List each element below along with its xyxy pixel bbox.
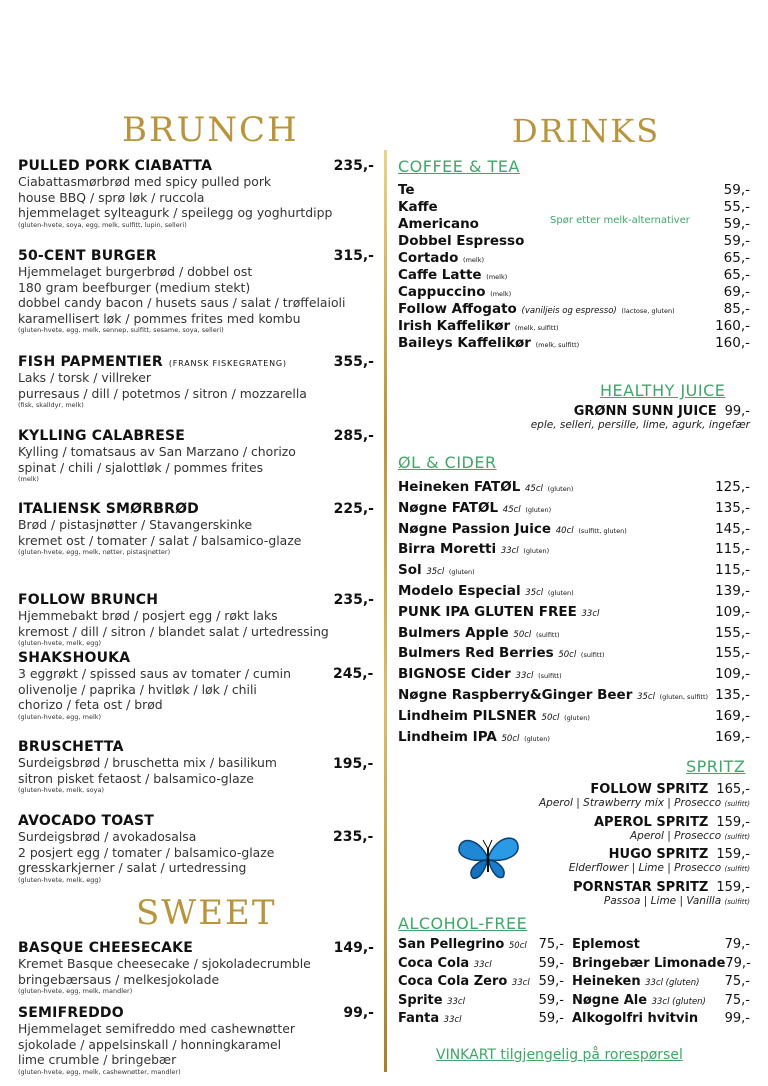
- drink-size: 33cl (gluten): [645, 978, 700, 988]
- drink-name-group: [398, 687, 708, 703]
- item-name: APEROL SPRITZ: [593, 815, 709, 830]
- item-price: 159,-: [716, 880, 750, 895]
- drink-name-group: [572, 937, 640, 952]
- drink-name-group: [398, 521, 627, 537]
- drink-price: 59,-: [723, 216, 750, 232]
- item-desc: Brød / pistasjnøtter / Stavangerskinke: [18, 517, 253, 532]
- item-name: SEMIFREDDO: [18, 1005, 124, 1021]
- drink-row: [398, 562, 750, 578]
- drink-name: Nøgne Ale: [572, 992, 648, 1008]
- item-price: 245,-: [333, 666, 374, 682]
- drink-row: [398, 604, 750, 620]
- drink-row: [398, 645, 750, 661]
- drink-allergens: (sulfitt, gluten): [578, 526, 627, 535]
- item-desc: Kremet Basque cheesecake / sjokoladecrumble: [18, 956, 311, 971]
- drink-allergens: (gluten): [547, 589, 574, 597]
- drink-allergens: (melk, sulfitt): [535, 341, 580, 349]
- drink-name-group: [398, 318, 559, 334]
- drink-name-group: [398, 500, 551, 516]
- drink-size: 45cl: [502, 504, 521, 515]
- item-desc: kremost / dill / sitron / blandet salat / urtedressing: [18, 623, 329, 639]
- drink-size: 33cl: [443, 1015, 462, 1025]
- sweet-title: SWEET: [136, 893, 277, 933]
- drink-row: [398, 267, 750, 283]
- drink-name: Te: [398, 182, 415, 198]
- menu-item: [573, 880, 750, 907]
- drink-price: 59,-: [538, 974, 564, 989]
- drink-price: 155,-: [715, 645, 750, 662]
- item-price: 235,-: [333, 829, 374, 845]
- drink-price: 65,-: [723, 250, 750, 266]
- drink-size: 50cl: [508, 941, 527, 951]
- drink-name: Coca Cola Zero: [398, 974, 508, 989]
- drink-name-group: [572, 956, 725, 971]
- drink-name-group: [398, 284, 511, 300]
- drink-name: Bringebær Limonade: [572, 955, 726, 971]
- drink-name-group: [398, 708, 590, 724]
- drink-size: 40cl: [555, 525, 574, 536]
- drink-size: (vaniljeis og espresso): [521, 306, 617, 316]
- item-price: 159,-: [716, 847, 750, 862]
- drink-name: Baileys Kaffelikør: [398, 335, 531, 351]
- drink-row: [398, 182, 750, 198]
- drink-price: 75,-: [724, 992, 750, 1008]
- drink-name-group: [398, 604, 599, 620]
- drink-name-group: [572, 974, 699, 989]
- brunch-title: BRUNCH: [122, 110, 299, 150]
- drink-name: Lindheim PILSNER: [398, 707, 537, 724]
- drink-name: PUNK IPA GLUTEN FREE: [398, 603, 577, 620]
- drink-row: [398, 284, 750, 300]
- menu-item: [18, 739, 374, 794]
- drink-price: 69,-: [723, 284, 750, 300]
- drink-price: 55,-: [723, 199, 750, 215]
- drink-row: [572, 956, 750, 971]
- drink-price: 59,-: [723, 233, 750, 249]
- drink-name: Eplemost: [572, 937, 640, 952]
- section-heading-spritz: SPRITZ: [686, 757, 746, 776]
- drink-row: [398, 250, 750, 266]
- drink-allergens: (gluten): [523, 547, 550, 556]
- section-heading-beer: ØL & CIDER: [398, 453, 497, 472]
- menu-item: [18, 501, 374, 556]
- section-heading-coffee: COFFEE & TEA: [398, 157, 520, 176]
- drink-name-group: [398, 666, 562, 682]
- item-price: 99,-: [343, 1005, 374, 1021]
- drink-size: 35cl: [426, 567, 445, 578]
- drink-price: 65,-: [723, 267, 750, 283]
- gold-divider: [384, 150, 387, 1072]
- item-allergens: (sulfitt): [724, 833, 750, 841]
- drink-row: [398, 301, 750, 317]
- item-price: 165,-: [716, 782, 750, 797]
- drink-price: 139,-: [715, 583, 750, 599]
- drink-row: [398, 583, 750, 599]
- drink-size: 33cl: [447, 996, 465, 1007]
- drink-allergens: (gluten, sulfitt): [659, 693, 709, 701]
- drink-size: 50cl: [513, 629, 532, 640]
- drink-name-group: [398, 729, 550, 745]
- drink-name-group: [398, 216, 479, 232]
- drink-size: 33cl: [511, 978, 530, 988]
- drink-price: 169,-: [715, 707, 750, 724]
- item-desc: Passoa | Lime | Vanilla: [603, 895, 722, 907]
- drink-allergens: (melk): [463, 256, 485, 264]
- menu-item: [18, 940, 374, 995]
- drink-name-group: [398, 645, 604, 661]
- drink-name: Bulmers Apple: [398, 624, 509, 641]
- item-desc: Surdeigsbrød / avokadosalsa: [18, 829, 197, 844]
- drink-row: [398, 687, 750, 703]
- drink-price: 75,-: [724, 974, 750, 989]
- drink-size: 50cl: [541, 712, 560, 723]
- item-price: 159,-: [716, 815, 750, 830]
- menu-item: [18, 650, 374, 721]
- drink-size: 35cl: [637, 692, 655, 702]
- drink-name-group: [398, 956, 492, 971]
- item-name: PORNSTAR SPRITZ: [573, 880, 709, 895]
- item-desc: kremet ost / tomater / salat / balsamico-glaze: [18, 532, 302, 548]
- drink-price: 109,-: [715, 603, 750, 620]
- drink-price: 85,-: [723, 301, 750, 317]
- item-desc: bringebærsaus / melkesjokolade: [18, 971, 220, 987]
- item-desc: Elderflower | Lime | Prosecco: [568, 862, 722, 874]
- drink-allergens: (melk): [490, 290, 512, 298]
- item-allergens: (gluten-hvete, egg, melk, nøtter, pistasjnøtter): [18, 548, 171, 556]
- menu-item: [531, 404, 750, 431]
- item-desc: 2 posjert egg / tomater / balsamico-glaze: [18, 844, 275, 860]
- drink-name-group: [398, 335, 579, 351]
- drink-name-group: [398, 479, 573, 495]
- item-allergens: (sulfitt): [724, 865, 750, 873]
- item-name: FOLLOW BRUNCH: [18, 592, 159, 608]
- drink-name: Heineken FATØL: [398, 479, 521, 495]
- drink-row: [572, 937, 750, 952]
- drink-name-group: [398, 1011, 462, 1026]
- item-price: 235,-: [333, 592, 374, 608]
- drink-price: 155,-: [715, 624, 750, 641]
- drink-allergens: (gluten): [525, 505, 552, 514]
- item-price: 195,-: [333, 756, 374, 772]
- item-desc: Surdeigsbrød / bruschetta mix / basilikum: [18, 755, 277, 770]
- item-name: PULLED PORK CIABATTA: [18, 158, 213, 174]
- drink-price: 115,-: [715, 562, 750, 579]
- drink-name: Kaffe: [398, 199, 438, 215]
- drink-name: Irish Kaffelikør: [398, 318, 511, 334]
- drink-price: 59,-: [723, 182, 750, 198]
- drink-allergens: (gluten): [564, 713, 590, 722]
- drink-name: Modelo Especial: [398, 583, 521, 599]
- drink-name: Caffe Latte: [398, 267, 482, 283]
- item-desc: sjokolade / appelsinskall / honningkaramel: [18, 1036, 282, 1052]
- item-allergens: (gluten-hvete, egg, melk, cashewnøtter, mandler): [18, 1067, 181, 1076]
- drink-name-group: [398, 182, 415, 198]
- drink-row: [398, 541, 750, 557]
- drink-allergens: (sulfitt): [535, 630, 560, 639]
- drink-name-group: [572, 1011, 698, 1026]
- item-name: AVOCADO TOAST: [18, 813, 155, 829]
- milk-alternatives-note: Spør etter melk-alternativer: [550, 215, 690, 226]
- drink-name: Bulmers Red Berries: [398, 645, 554, 662]
- item-desc: Laks / torsk / villreker: [18, 370, 151, 385]
- item-name: FOLLOW SPRITZ: [590, 782, 709, 797]
- drink-row: [398, 233, 750, 249]
- drink-row: [398, 216, 750, 232]
- item-allergens: (gluten-hvete, melk, soya): [18, 786, 105, 794]
- menu-item: [18, 248, 374, 334]
- item-name: ITALIENSK SMØRBRØD: [18, 501, 199, 517]
- item-allergens: (gluten-hvete, melk, egg): [18, 875, 102, 884]
- item-desc: purresaus / dill / potetmos / sitron / mozzarella: [18, 385, 307, 401]
- drink-size: 33cl (gluten): [651, 996, 706, 1007]
- drink-allergens: (sulfitt): [538, 672, 562, 681]
- drink-row: [398, 500, 750, 516]
- drink-name: Sprite: [398, 992, 443, 1008]
- drink-price: 125,-: [715, 479, 750, 495]
- drink-price: 135,-: [715, 499, 750, 516]
- item-desc: karamellisert løk / pommes frites med kombu: [18, 310, 301, 326]
- menu-item: [594, 815, 750, 842]
- item-price: 355,-: [333, 354, 374, 370]
- item-allergens: (gluten-hvete, egg, melk, mandler): [18, 987, 133, 995]
- menu-item: [18, 1005, 374, 1076]
- drink-price: 79,-: [724, 937, 750, 952]
- menu-item: [539, 782, 750, 809]
- drink-price: 99,-: [724, 1011, 750, 1026]
- drink-row: [398, 666, 750, 682]
- menu-item: [569, 847, 750, 874]
- drink-price: 59,-: [538, 955, 564, 971]
- item-allergens: (gluten-hvete, soya, egg, melk, sulfitt, lupin, selleri): [18, 220, 187, 229]
- drink-row: [398, 937, 564, 952]
- item-desc: sitron pisket fetaost / balsamico-glaze: [18, 770, 254, 786]
- drink-name-group: [398, 301, 675, 317]
- drink-name-group: [398, 937, 527, 952]
- drink-size: 35cl: [525, 588, 544, 598]
- item-desc: house BBQ / sprø løk / ruccola: [18, 189, 205, 205]
- drink-size: 45cl: [525, 484, 543, 494]
- drink-name-group: [398, 541, 549, 557]
- item-price: 99,-: [724, 404, 750, 419]
- drink-name-group: [398, 199, 438, 215]
- drink-allergens: (melk): [486, 273, 508, 281]
- drink-name: Cortado: [398, 250, 459, 266]
- menu-item: [18, 158, 374, 229]
- drink-row: [398, 1011, 564, 1026]
- drink-allergens: (gluten): [448, 568, 475, 577]
- drink-row: [398, 479, 750, 495]
- item-name: FISH PAPMENTIER (FRANSK FISKEGRATENG): [18, 354, 287, 370]
- drink-name: Lindheim IPA: [398, 728, 497, 745]
- item-allergens: (gluten-hvete, egg, melk, sennep, sulfitt, sesame, soya, selleri): [18, 326, 224, 334]
- item-desc: lime crumble / bringebær: [18, 1052, 177, 1067]
- drink-name: San Pellegrino: [398, 937, 505, 952]
- drink-price: 169,-: [715, 728, 750, 745]
- butterfly-icon: [455, 832, 521, 882]
- drink-name: Dobbel Espresso: [398, 233, 525, 249]
- item-desc: dobbel candy bacon / husets saus / salat / trøffelaioli: [18, 295, 346, 310]
- drink-price: 79,-: [725, 955, 751, 971]
- item-allergens: (fisk, skalldyr, melk): [18, 401, 84, 409]
- item-desc: hjemmelaget sylteagurk / speilegg og yoghurtdipp: [18, 205, 333, 220]
- item-name: HUGO SPRITZ: [608, 847, 709, 862]
- drink-name-group: [398, 267, 507, 283]
- menu-item: [18, 354, 374, 409]
- drink-size: 33cl: [581, 608, 600, 619]
- item-desc: Aperol | Strawberry mix | Prosecco: [538, 797, 722, 809]
- drink-row: [398, 708, 750, 724]
- drink-price: 115,-: [715, 541, 750, 558]
- drink-size: 50cl: [558, 650, 577, 661]
- item-name: KYLLING CALABRESE: [18, 428, 186, 444]
- item-desc: 3 eggrøkt / spissed saus av tomater / cumin: [18, 666, 291, 681]
- section-heading-alcohol-free: ALCOHOL-FREE: [398, 914, 528, 933]
- drink-name: Americano: [398, 216, 479, 232]
- item-note: (FRANSK FISKEGRATENG): [168, 359, 287, 368]
- item-price: 149,-: [333, 940, 374, 956]
- item-allergens: (sulfitt): [724, 898, 750, 906]
- drink-row: [572, 974, 750, 989]
- item-allergens: (sulfitt): [724, 800, 750, 808]
- item-desc: 180 gram beefburger (medium stekt): [18, 279, 251, 295]
- drink-row: [398, 993, 564, 1008]
- drink-name: Sol: [398, 562, 422, 579]
- drink-price: 75,-: [538, 937, 564, 952]
- menu-item: [18, 576, 374, 647]
- drink-name: BIGNOSE Cider: [398, 666, 511, 683]
- drink-row: [398, 729, 750, 745]
- vinkart-link[interactable]: VINKART tilgjengelig på rorespørsel: [436, 1047, 683, 1063]
- drink-row: [398, 318, 750, 334]
- menu-item: [18, 428, 374, 483]
- item-desc: Hjemmebakt brød / posjert egg / røkt laks: [18, 608, 278, 623]
- menu-item: [18, 813, 374, 884]
- drink-name: Cappuccino: [398, 284, 486, 300]
- item-desc: Hjemmelaget semifreddo med cashewnøtter: [18, 1021, 295, 1036]
- item-desc: Kylling / tomatsaus av San Marzano / chorizo: [18, 444, 296, 459]
- drink-name: Alkogolfri hvitvin: [572, 1011, 699, 1026]
- item-desc: spinat / chili / sjalottløk / pommes frites: [18, 459, 264, 475]
- drink-name: Nøgne Raspberry&Ginger Beer: [398, 687, 633, 703]
- drink-row: [398, 974, 564, 989]
- drink-allergens: (sulfitt): [580, 651, 605, 660]
- drink-name-group: [398, 625, 560, 641]
- drink-size: 33cl: [473, 959, 492, 970]
- drink-name: Nøgne FATØL: [398, 499, 499, 516]
- drink-name: Follow Affogato: [398, 301, 517, 317]
- item-name: BASQUE CHEESECAKE: [18, 940, 193, 956]
- item-desc: Hjemmelaget burgerbrød / dobbel ost: [18, 264, 253, 279]
- drink-row: [398, 521, 750, 537]
- drink-row: [572, 1011, 750, 1026]
- item-name: BRUSCHETTA: [18, 739, 124, 755]
- item-name: SHAKSHOUKA: [18, 650, 131, 666]
- item-name: 50-CENT BURGER: [18, 248, 157, 264]
- item-allergens: (gluten-hvete, egg, melk): [18, 712, 102, 721]
- drink-name-group: [398, 974, 530, 989]
- drink-name: Heineken: [572, 974, 641, 989]
- item-desc: gresskarkjerner / salat / urtedressing: [18, 860, 247, 875]
- drink-price: 59,-: [538, 1011, 564, 1026]
- drink-size: 50cl: [501, 733, 520, 744]
- drink-row: [398, 335, 750, 351]
- drink-name-group: [398, 993, 465, 1008]
- item-price: 225,-: [333, 501, 374, 517]
- item-allergens: (melk): [18, 475, 39, 483]
- item-desc: Ciabattasmørbrød med spicy pulled pork: [18, 174, 272, 189]
- item-desc: chorizo / feta ost / brød: [18, 697, 163, 712]
- drink-name-group: [572, 993, 706, 1008]
- drink-allergens: (gluten): [547, 485, 574, 493]
- drink-price: 59,-: [538, 992, 564, 1008]
- section-heading-healthy: HEALTHY JUICE: [600, 381, 726, 400]
- drink-price: 160,-: [715, 318, 750, 334]
- drink-price: 135,-: [715, 687, 750, 703]
- drink-size: 33cl: [515, 671, 534, 682]
- drink-name-group: [398, 250, 484, 266]
- drink-allergens: (melk, sulfitt): [514, 324, 559, 332]
- drink-allergens: (gluten): [524, 734, 550, 743]
- item-price: 315,-: [333, 248, 374, 264]
- drink-price: 145,-: [715, 520, 750, 537]
- item-desc: olivenolje / paprika / hvitløk / løk / chili: [18, 681, 257, 697]
- item-name: GRØNN SUNN JUICE: [573, 404, 717, 419]
- drink-name: Coca Cola: [398, 955, 470, 971]
- item-desc: eple, selleri, persille, lime, agurk, ingefær: [530, 419, 750, 431]
- drink-row: [398, 199, 750, 215]
- drink-name: Birra Moretti: [398, 541, 497, 558]
- drink-name: Nøgne Passion Juice: [398, 520, 552, 537]
- item-price: 285,-: [333, 428, 374, 444]
- drink-row: [398, 956, 564, 971]
- drinks-title: DRINKS: [512, 112, 661, 150]
- item-price: 235,-: [333, 158, 374, 174]
- drink-price: 109,-: [715, 666, 750, 683]
- drink-row: [398, 625, 750, 641]
- item-allergens: (gluten-hvete, melk, egg): [18, 639, 102, 647]
- drink-name-group: [398, 583, 574, 599]
- drink-size: 33cl: [500, 546, 519, 557]
- drink-name-group: [398, 562, 475, 578]
- drink-row: [572, 993, 750, 1008]
- drink-name-group: [398, 233, 524, 249]
- drink-name: Fanta: [398, 1011, 440, 1026]
- drink-price: 160,-: [715, 335, 750, 351]
- drink-allergens: (lactose, gluten): [621, 307, 675, 315]
- item-desc: Aperol | Prosecco: [629, 830, 722, 842]
